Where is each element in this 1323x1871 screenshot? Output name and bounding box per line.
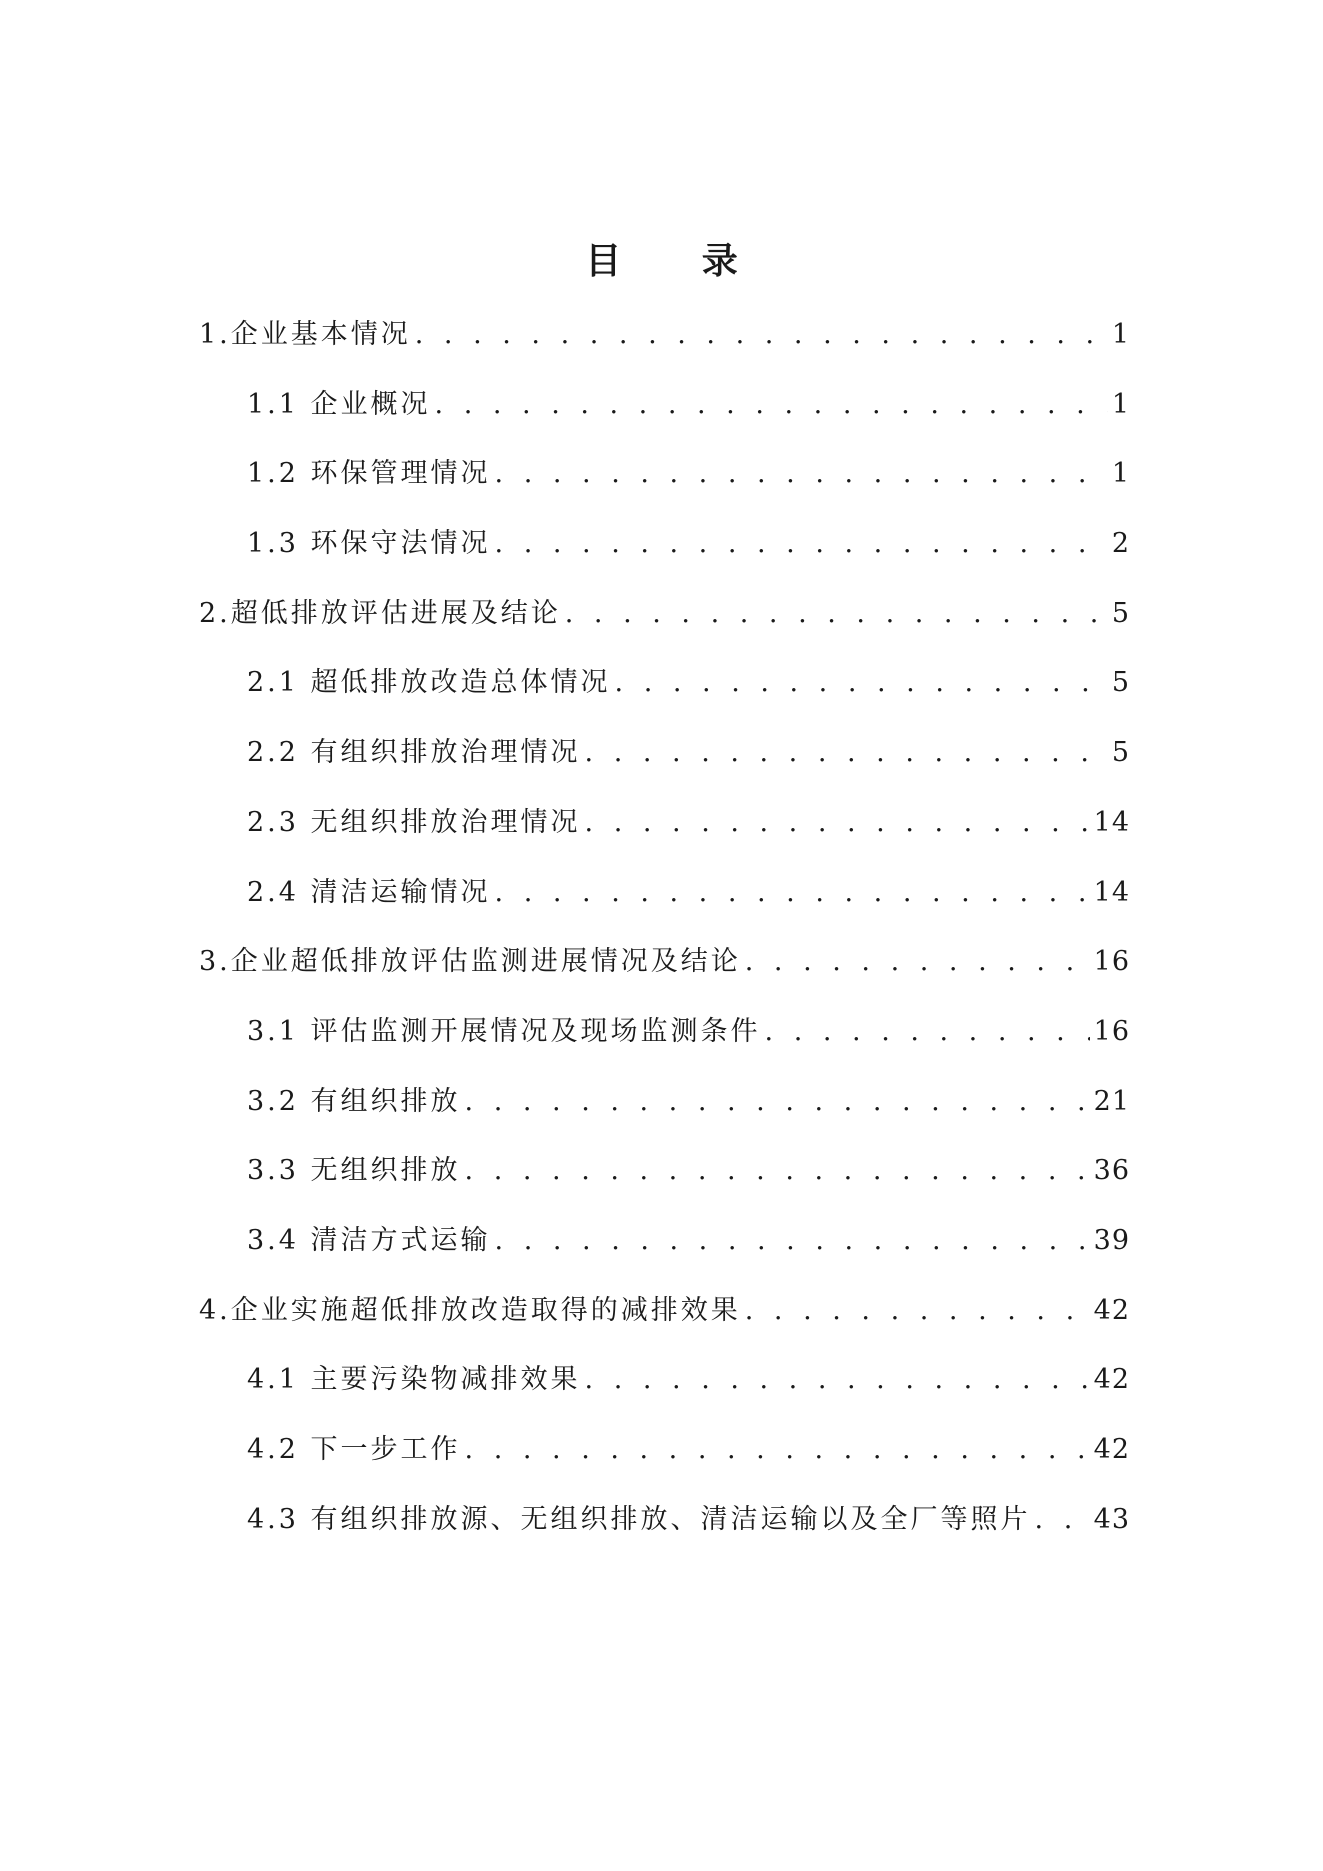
- toc-entry-page-number: 36: [1093, 1155, 1130, 1187]
- toc-entry[interactable]: [199, 870, 1130, 940]
- toc-entry[interactable]: [199, 1497, 1130, 1567]
- toc-entry[interactable]: [199, 1288, 1130, 1358]
- toc-leader-dots: [465, 1434, 1090, 1465]
- toc-entry-page-number: 2: [1111, 528, 1130, 560]
- toc-leader-dots: [465, 1086, 1090, 1117]
- toc-entry-label: 2.1 超低排放改造总体情况: [247, 667, 611, 699]
- toc-entry-label: 4.企业实施超低排放改造取得的减排效果: [199, 1294, 741, 1326]
- toc-leader-dots: [745, 946, 1090, 977]
- toc-entry[interactable]: [199, 730, 1130, 800]
- toc-entry-label: 1.2 环保管理情况: [247, 458, 491, 490]
- toc-title: 目 录: [585, 241, 772, 282]
- toc-entry[interactable]: [199, 1009, 1130, 1079]
- toc-entry-label: 2.2 有组织排放治理情况: [247, 737, 581, 769]
- toc-leader-dots: [465, 1155, 1090, 1186]
- toc-entry-page-number: 42: [1093, 1294, 1130, 1326]
- toc-entry-label: 2.3 无组织排放治理情况: [247, 806, 581, 838]
- toc-entry[interactable]: [199, 521, 1130, 591]
- toc-leader-dots: [585, 737, 1108, 768]
- toc-entry-page-number: 14: [1093, 876, 1130, 908]
- toc-entry-label: 4.3 有组织排放源、无组织排放、清洁运输以及全厂等照片: [247, 1503, 1031, 1535]
- toc-entry-label: 3.企业超低排放评估监测进展情况及结论: [199, 946, 741, 978]
- toc-entry-label: 4.1 主要污染物减排效果: [247, 1364, 581, 1396]
- toc-entry-label: 1.企业基本情况: [199, 319, 411, 350]
- toc-entry-label: 3.3 无组织排放: [247, 1155, 461, 1187]
- toc-entry-label: 2.4 清洁运输情况: [247, 876, 491, 908]
- toc-entry-page-number: 1: [1111, 319, 1130, 350]
- toc-entry-label: 1.3 环保守法情况: [247, 528, 491, 560]
- toc-entry[interactable]: [199, 1148, 1130, 1218]
- toc-entry[interactable]: [199, 451, 1130, 521]
- toc-entry-page-number: 42: [1093, 1434, 1130, 1465]
- toc-leader-dots: [495, 1225, 1090, 1256]
- toc-leader-dots: [565, 598, 1108, 629]
- toc-leader-dots: [495, 528, 1108, 559]
- toc-entry-page-number: 1: [1111, 458, 1130, 490]
- toc-entry-page-number: 1: [1111, 388, 1130, 420]
- toc-entry[interactable]: [199, 660, 1130, 730]
- toc-entry[interactable]: [199, 312, 1130, 382]
- toc-entry[interactable]: [199, 1079, 1130, 1149]
- toc-entry[interactable]: [199, 591, 1130, 661]
- toc-entry-page-number: 42: [1093, 1364, 1130, 1396]
- toc-entry-page-number: 5: [1111, 737, 1130, 769]
- toc-entry-label: 4.2 下一步工作: [247, 1434, 461, 1465]
- toc-entry[interactable]: [199, 1218, 1130, 1288]
- toc-leader-dots: [765, 1016, 1090, 1047]
- toc-leader-dots: [1035, 1504, 1090, 1535]
- toc-entry-page-number: 5: [1111, 597, 1130, 629]
- toc-entry-page-number: 14: [1093, 806, 1130, 838]
- toc-entry-label: 2.超低排放评估进展及结论: [199, 597, 561, 629]
- toc-entry-page-number: 21: [1093, 1085, 1130, 1117]
- toc-entry-page-number: 5: [1111, 667, 1130, 699]
- toc-entry-label: 3.4 清洁方式运输: [247, 1224, 491, 1256]
- toc-leader-dots: [435, 389, 1108, 420]
- toc-leader-dots: [585, 807, 1090, 838]
- toc-leader-dots: [615, 667, 1108, 698]
- toc-leader-dots: [585, 1364, 1090, 1395]
- toc-leader-dots: [495, 877, 1090, 908]
- toc-entry-label: 3.1 评估监测开展情况及现场监测条件: [247, 1015, 761, 1047]
- toc-entry[interactable]: [199, 800, 1130, 870]
- table-of-contents: [199, 312, 1130, 1566]
- toc-entry-page-number: 39: [1093, 1224, 1130, 1256]
- toc-leader-dots: [495, 458, 1108, 489]
- toc-entry-page-number: 16: [1093, 946, 1130, 978]
- toc-entry-label: 3.2 有组织排放: [247, 1085, 461, 1117]
- toc-entry[interactable]: [199, 1357, 1130, 1427]
- toc-entry-page-number: 43: [1093, 1503, 1130, 1535]
- toc-entry-label: 1.1 企业概况: [247, 388, 431, 420]
- toc-leader-dots: [415, 319, 1108, 350]
- toc-leader-dots: [745, 1295, 1090, 1326]
- toc-entry-page-number: 16: [1093, 1015, 1130, 1047]
- toc-entry[interactable]: [199, 382, 1130, 452]
- toc-entry[interactable]: [199, 939, 1130, 1009]
- toc-entry[interactable]: [199, 1427, 1130, 1497]
